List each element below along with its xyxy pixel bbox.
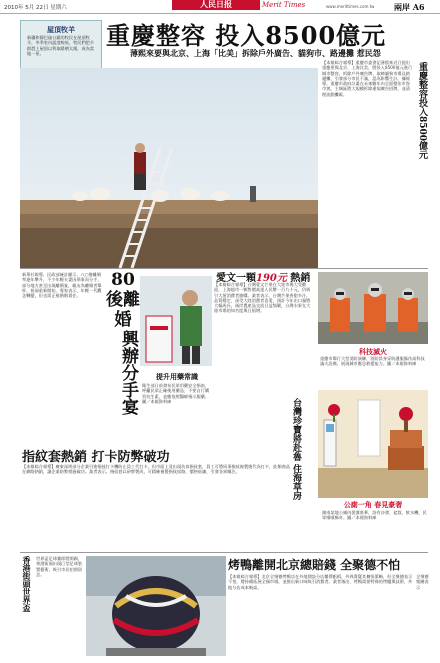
pharmacy-body: 衛生部日前發布民眾用藥安全指南，呼籲民眾正確使用藥品，不要自行購買抗生素，並應依照醫師指示服藥。圖／本報資料庫 (142, 383, 210, 404)
top-right-article-title: 重慶整容投入8500億元 (417, 62, 427, 160)
hk-article-body: 世界盃足球賽即將開踢，香港街頭出現巨型足球裝置藝術，吸引市民拍照留念。 (36, 556, 83, 577)
firefighters-body: 重慶市舉行大型消防演練，消防員身穿防護服操作高科技滅火設備，展現城市應急救援能力。圖／本報資料庫 (320, 356, 425, 367)
rooftop-sheep-photo (20, 68, 318, 268)
roast-duck-side-text: 全聚德集團表示 (416, 574, 429, 590)
mango-title-price: 190元 (256, 273, 287, 284)
issue-date: 2010年 5月 22日 星期六 (4, 5, 67, 11)
giant-football-photo (86, 556, 226, 656)
fingerprint-article-title: 指紋套熱銷 打卡防弊破功 (22, 450, 170, 465)
main-headline: 重慶整容 投入8500億元 (106, 21, 387, 50)
edition-name: Merit Times (262, 1, 306, 9)
firefighters-caption: 科技滅火 (359, 348, 387, 356)
divorce-article-title-a: 80後離婚 (106, 270, 140, 330)
taiwan-article-title: 台灣珍寶將赴魯 住海草房 (291, 398, 301, 501)
mango-article-body: 【本報綜合報導】台灣愛文芒果在大陸市場大受歡迎，上海超市一顆售價高達人民幣一百九十元，仍吸引大批消費者搶購。業者表示，台灣芒果香甜多汁，品質穩定，深受大陸消費者喜愛，預計今年出口量將大幅成長。兩岸農產品交流日益頻繁，台灣水果在大陸市場的知名度與日俱增。 (214, 282, 311, 314)
restroom-body: 湖南某地公廁內裝潢豪華，設有沙發、盆栽、飲水機，民眾嘖嘖稱奇。圖／本報資料庫 (322, 510, 427, 521)
column-body: 新疆和靜巴倫台鎮的牧民在屋頂牧羊，冬季室內溫度較低，牧民們把羊群趕上屋頂以利取暖晒太陽，成為當地一景。 (27, 35, 95, 56)
section-label: 兩岸 A6 (394, 2, 425, 12)
restroom-caption: 公廁一角 春見豪奢 (343, 501, 403, 509)
top-right-article-body: 【本報綜合報導】重慶市委書記薄熙來近日提出重慶要與北京、上海比美，將投入8500億元進行城市整容，拆除戶外廣告牌、取締貓狗市場及路邊攤，引發部分市民不滿，認為影響生計。據報導，重慶市政府計畫在未來數年內全面整治市容市貌，主城區將大規模拆除違規廣告招牌，並清理流動攤販。 (322, 60, 413, 97)
site-url: www.merittimes.com.tw (326, 4, 375, 9)
masthead-logo: 人民日报 (172, 0, 260, 10)
mango-title-post: 熱銷 (290, 273, 311, 284)
pharmacy-photo-caption: 提升用藥常識 (156, 373, 198, 381)
pharmacy-photo (140, 276, 212, 366)
column-title: 屋頂牧羊 (47, 25, 75, 34)
roast-duck-article-body: 【本報綜合報導】北京全聚德烤鴨店在外地開設分店屢傳虧損，外界質疑其擴張策略，但全聚德表示不怕，將持續拓展全國市場，並推出新口味吸引消費者。業者指出，烤鴨需要特殊的烤爐與技術，外地分店成本較高。 (228, 574, 413, 590)
page-header (0, 0, 440, 14)
main-subheadline: 薄熙來要與北京、上海「比美」拆除戶外廣告、貓狗市、路邊攤 惹民怨 (130, 49, 381, 58)
divorce-article-title-b: 興辦分手宴 (118, 330, 138, 415)
firefighters-photo (318, 272, 428, 344)
restroom-interior-photo (318, 390, 428, 498)
left-article-body: 新華社報導，民政部統計顯示，八○後離婚率逐年攀升，不少年輕夫妻因瑣事而分手，部分地方甚至出現離婚宴，親友為離婚者舉杯，祝福重新開始。專家表示，年輕一代觀念轉變，但也需正視婚姻責任。 (22, 272, 102, 299)
roast-duck-article-title: 烤鴨離開北京總賠錢 全聚德不怕 (228, 558, 401, 572)
divider (20, 552, 428, 553)
mango-title-pre: 愛文一顆 (216, 273, 256, 284)
fingerprint-article-body: 【本報綜合報導】廣東深圳部分企業引進指紋打卡機防止員工代打卡，但市面上竟出現仿真指紋套，員工可將同事指紋複製後代為打卡，此類商品在網路熱銷，讓企業防弊措施破功。業者表示，指紋套以矽膠製成，可精確複製指紋紋路，價格低廉，引發各界關注。 (22, 464, 291, 475)
hk-article-title: 香港街頭世界盃 (22, 556, 32, 612)
